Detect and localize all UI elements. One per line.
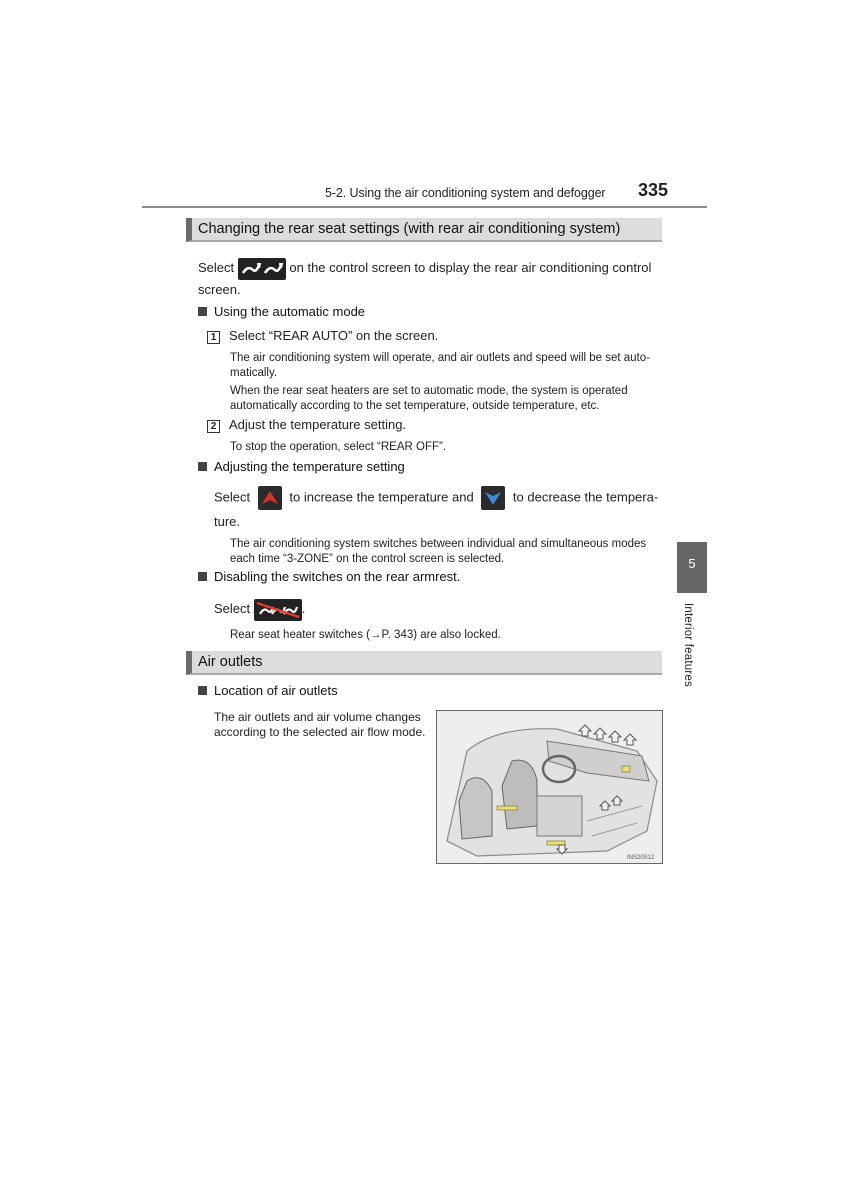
- note-auto-outlets: The air conditioning system will operate, and air outlets and speed will be set auto- matically.: [230, 352, 650, 379]
- bullet-heading-automatic-mode: Using the automatic mode: [198, 304, 365, 319]
- red-up-arrow-icon: [258, 486, 282, 510]
- step-2: 2 Adjust the temperature setting.: [207, 414, 406, 435]
- bullet-square-icon: [198, 307, 207, 316]
- bullet-square-icon: [198, 686, 207, 695]
- bullet-square-icon: [198, 572, 207, 581]
- header-divider: [142, 206, 707, 208]
- bullet-square-icon: [198, 462, 207, 471]
- step-number-box: 2: [207, 420, 220, 433]
- note-seat-heaters: When the rear seat heaters are set to automatic mode, the system is operated automatically according to the set temperature, outside temperature, etc.: [230, 385, 628, 412]
- header-section-title: 5-2. Using the air conditioning system and defogger: [325, 186, 606, 200]
- diagram-code-label: INS20S12: [627, 855, 655, 861]
- note-heater-switches-locked: Rear seat heater switches (→P. 343) are also locked.: [230, 629, 501, 641]
- step-1: 1 Select “REAR AUTO” on the screen.: [207, 325, 438, 346]
- intro-line: [198, 257, 651, 280]
- bullet-heading-location-of-outlets: Location of air outlets: [198, 683, 338, 698]
- intro-rest-text: on the control screen to display the rear air conditioning control: [289, 260, 652, 275]
- air-outlets-description: The air outlets and air volume changes according to the selected air flow mode.: [214, 710, 426, 739]
- temp-instruction-continued: ture.: [214, 514, 241, 529]
- intro-continued: screen.: [198, 282, 241, 297]
- rear-seat-airflow-icon: [238, 258, 286, 280]
- step-number-box: 1: [207, 331, 220, 344]
- car-interior-illustration: [437, 711, 662, 863]
- chapter-title-vertical: Interior features: [682, 603, 694, 687]
- blue-down-arrow-icon: [481, 486, 505, 510]
- air-outlets-diagram: [436, 710, 663, 864]
- page-number: 335: [638, 180, 669, 200]
- bullet-heading-temperature: Adjusting the temperature setting: [198, 459, 405, 474]
- section-heading-air-outlets: Air outlets: [186, 651, 662, 675]
- section-heading-rear-seat-settings: Changing the rear seat settings (with rear air conditioning system): [186, 218, 662, 242]
- intro-select-text: Select: [198, 260, 235, 275]
- note-stop-operation: To stop the operation, select “REAR OFF”.: [230, 441, 447, 453]
- disable-instruction-line: Select .: [214, 598, 305, 621]
- note-3-zone: The air conditioning system switches between individual and simultaneous modes each time “3-ZONE” on the control screen is selected.: [230, 538, 647, 565]
- bullet-heading-disable-switches: Disabling the switches on the rear armrest.: [198, 569, 460, 584]
- temp-instruction-line: Select to increase the temperature and to decrease the tempera-: [214, 486, 658, 510]
- crossed-out-rear-seat-icon: [254, 599, 302, 621]
- chapter-tab: 5: [677, 542, 707, 593]
